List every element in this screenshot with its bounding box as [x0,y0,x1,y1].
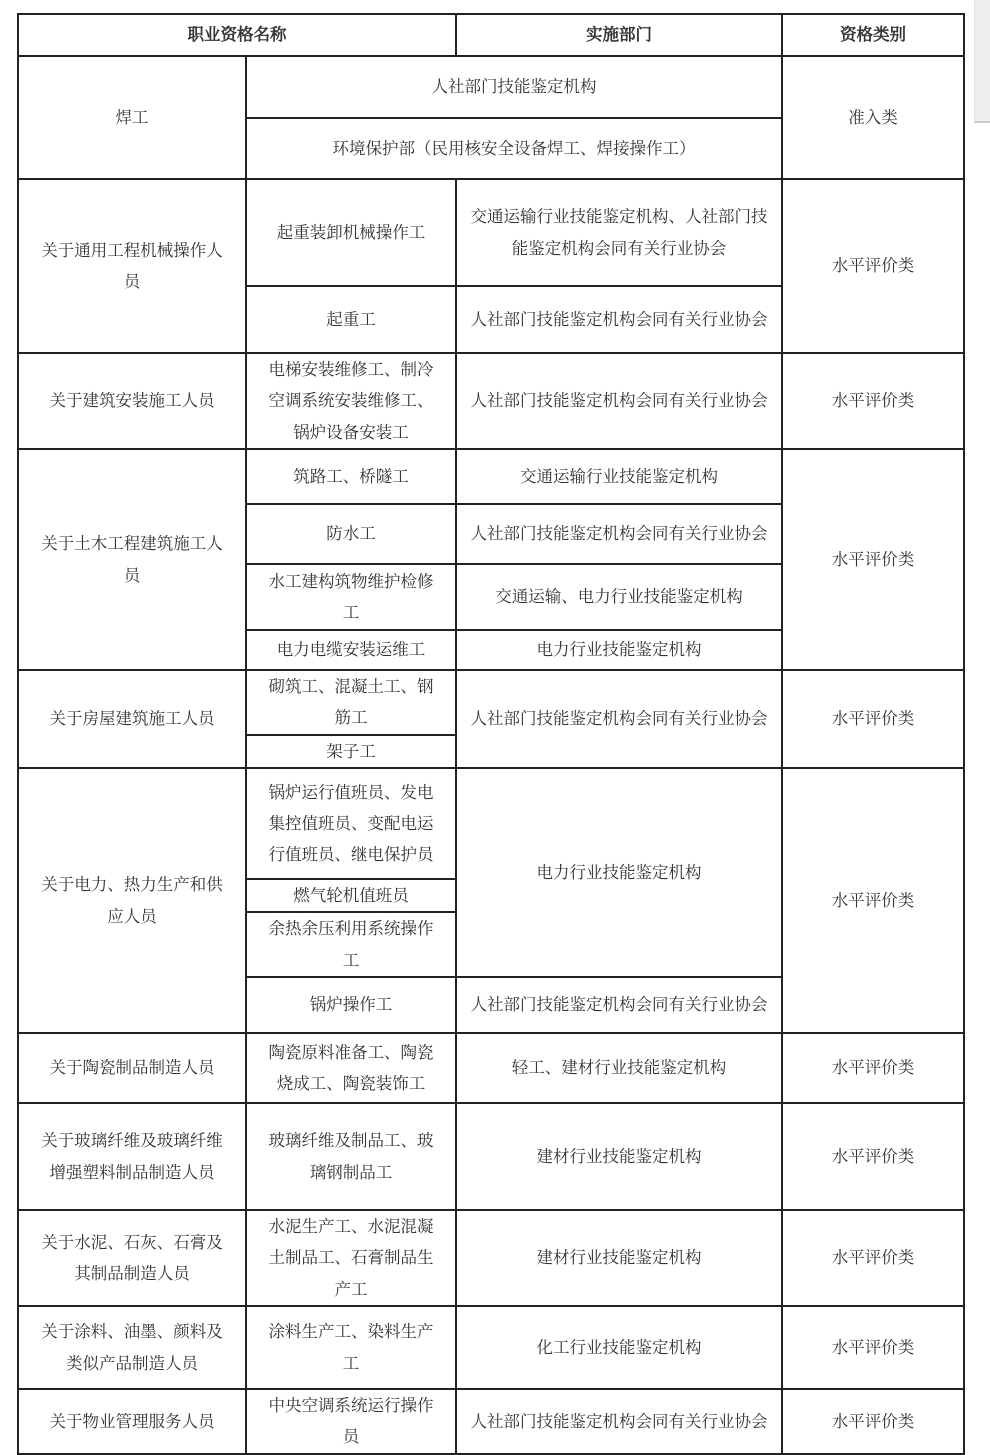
cell-qualification-type: 水平评价类 [782,449,964,670]
cell-department: 轻工、建材行业技能鉴定机构 [456,1033,782,1103]
cell-department: 人社部门技能鉴定机构会同有关行业协会 [456,353,782,449]
cell-occupation-group: 关于通用工程机械操作人员 [18,179,246,353]
cell-occupation: 余热余压利用系统操作工 [246,912,456,977]
header-occupation-name: 职业资格名称 [18,14,456,56]
cell-occupation-group: 关于涂料、油墨、颜料及类似产品制造人员 [18,1306,246,1389]
cell-qualification-type: 水平评价类 [782,179,964,353]
cell-occupation: 架子工 [246,735,456,768]
table-row [18,1103,964,1210]
cell-occupation-group: 关于电力、热力生产和供应人员 [18,768,246,1033]
table-row [18,56,964,118]
scrollbar-fragment[interactable] [974,0,990,123]
cell-occupation: 燃气轮机值班员 [246,879,456,912]
cell-occupation-group: 关于房屋建筑施工人员 [18,670,246,768]
table-row [18,1389,964,1454]
cell-occupation: 起重装卸机械操作工 [246,179,456,286]
cell-occupation: 玻璃纤维及制品工、玻璃钢制品工 [246,1103,456,1210]
cell-department: 交通运输行业技能鉴定机构、人社部门技能鉴定机构会同有关行业协会 [456,179,782,286]
cell-department: 化工行业技能鉴定机构 [456,1306,782,1389]
table-row [18,1306,964,1389]
cell-occupation-group: 焊工 [18,56,246,179]
cell-qualification-type: 水平评价类 [782,1103,964,1210]
table-row [18,768,964,879]
cell-occupation: 筑路工、桥隧工 [246,449,456,504]
cell-department: 建材行业技能鉴定机构 [456,1103,782,1210]
cell-qualification-type: 水平评价类 [782,1306,964,1389]
cell-department: 交通运输行业技能鉴定机构 [456,449,782,504]
table-row [18,1033,964,1103]
cell-occupation: 水工建构筑物维护检修工 [246,564,456,630]
cell-occupation: 陶瓷原料准备工、陶瓷烧成工、陶瓷装饰工 [246,1033,456,1103]
cell-occupation-group: 关于水泥、石灰、石膏及其制品制造人员 [18,1210,246,1306]
cell-occupation-group: 关于玻璃纤维及玻璃纤维增强塑料制品制造人员 [18,1103,246,1210]
cell-occupation: 起重工 [246,286,456,353]
cell-occupation-group: 关于物业管理服务人员 [18,1389,246,1454]
cell-occupation: 锅炉运行值班员、发电集控值班员、变配电运行值班员、继电保护员 [246,768,456,879]
table-row [18,179,964,286]
cell-qualification-type: 水平评价类 [782,1389,964,1454]
cell-qualification-type: 水平评价类 [782,353,964,449]
cell-department: 建材行业技能鉴定机构 [456,1210,782,1306]
cell-occupation-group: 关于建筑安装施工人员 [18,353,246,449]
cell-qualification-type: 水平评价类 [782,1210,964,1306]
cell-department: 人社部门技能鉴定机构会同有关行业协会 [456,504,782,564]
cell-occupation: 水泥生产工、水泥混凝土制品工、石膏制品生产工 [246,1210,456,1306]
table-row [18,670,964,735]
cell-department: 人社部门技能鉴定机构 [246,56,782,118]
header-implementing-dept: 实施部门 [456,14,782,56]
cell-occupation: 防水工 [246,504,456,564]
cell-qualification-type: 水平评价类 [782,1033,964,1103]
cell-department: 电力行业技能鉴定机构 [456,768,782,977]
qualification-table [17,13,965,1455]
cell-department: 交通运输、电力行业技能鉴定机构 [456,564,782,630]
table-header-row [18,14,964,56]
cell-occupation: 锅炉操作工 [246,977,456,1033]
cell-occupation-group: 关于陶瓷制品制造人员 [18,1033,246,1103]
header-qualification-type: 资格类别 [782,14,964,56]
table-row [18,353,964,449]
cell-occupation: 中央空调系统运行操作员 [246,1389,456,1454]
cell-occupation: 电梯安装维修工、制冷空调系统安装维修工、锅炉设备安装工 [246,353,456,449]
cell-occupation-group: 关于土木工程建筑施工人员 [18,449,246,670]
table-row [18,449,964,504]
table-row [18,1210,964,1306]
cell-occupation: 涂料生产工、染料生产工 [246,1306,456,1389]
cell-department: 环境保护部（民用核安全设备焊工、焊接操作工） [246,118,782,179]
cell-department: 电力行业技能鉴定机构 [456,630,782,670]
cell-qualification-type: 准入类 [782,56,964,179]
cell-department: 人社部门技能鉴定机构会同有关行业协会 [456,286,782,353]
cell-occupation: 砌筑工、混凝土工、钢筋工 [246,670,456,735]
cell-department: 人社部门技能鉴定机构会同有关行业协会 [456,670,782,768]
cell-occupation: 电力电缆安装运维工 [246,630,456,670]
cell-qualification-type: 水平评价类 [782,768,964,1033]
cell-qualification-type: 水平评价类 [782,670,964,768]
cell-department: 人社部门技能鉴定机构会同有关行业协会 [456,977,782,1033]
cell-department: 人社部门技能鉴定机构会同有关行业协会 [456,1389,782,1454]
